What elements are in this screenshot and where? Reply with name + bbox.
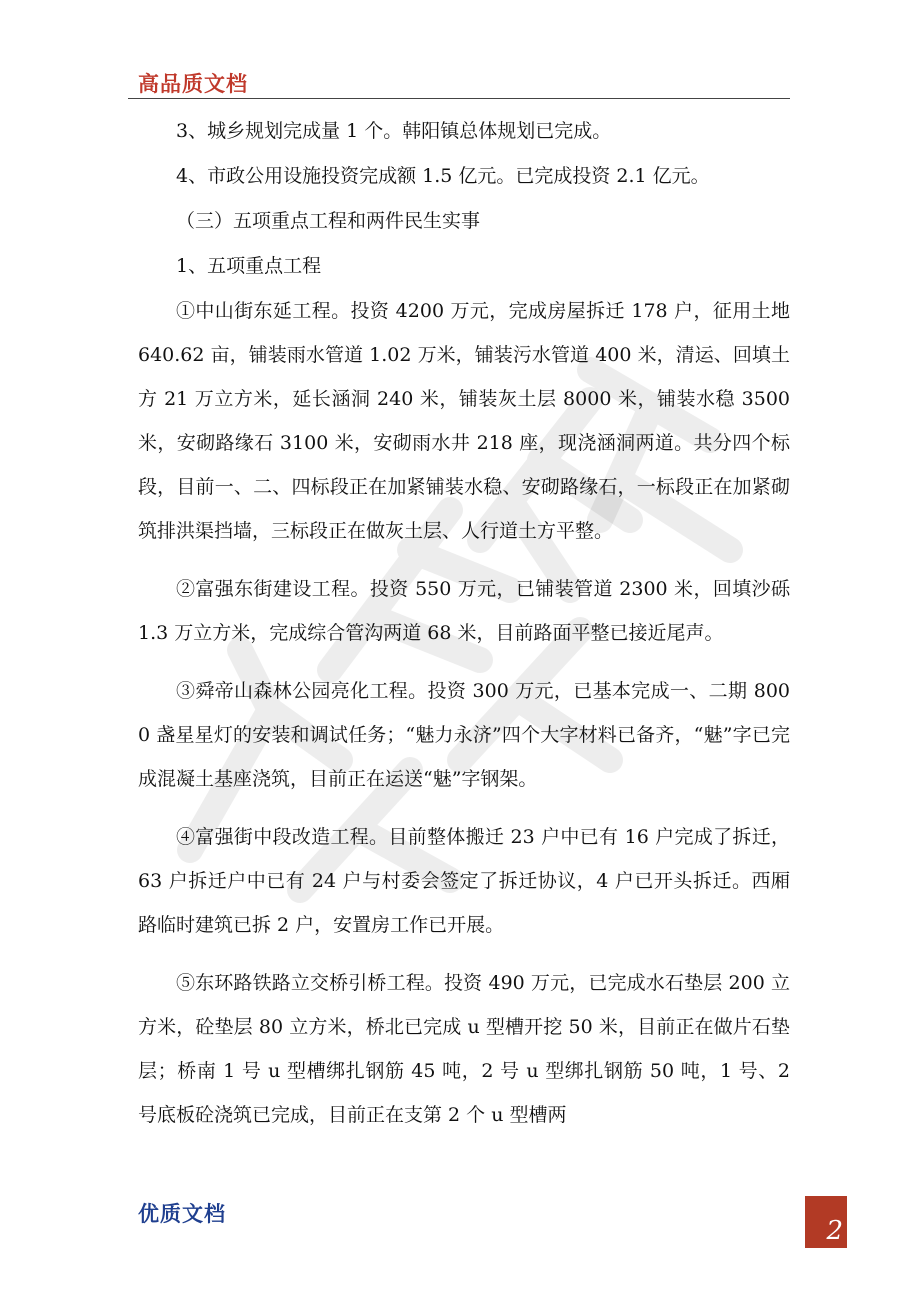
document-body	[138, 108, 790, 1137]
paragraph-project-4: ④富强街中段改造工程。目前整体搬迁 23 户中已有 16 户完成了拆迁，63 户拆迁户中已有 24 户与村委会签定了拆迁协议，4 户已开头拆迁。西厢路临时建筑已拆 2 户，安置房工作已开展。	[138, 826, 790, 936]
header-title: 高品质文档	[138, 72, 248, 96]
paragraph-project-3: ③舜帝山森林公园亮化工程。投资 300 万元，已基本完成一、二期 8000 盏星星灯的安装和调试任务；“魅力永济”四个大字材料已备齐，“魅”字已完成混凝土基座浇筑，目前正在运送“魅”字钢架。	[138, 680, 790, 790]
section-heading-key-projects: （三）五项重点工程和两件民生实事	[176, 210, 481, 232]
paragraph-project-1: ①中山街东延工程。投资 4200 万元，完成房屋拆迁 178 户，征用土地 640.62 亩，铺装雨水管道 1.02 万米，铺装污水管道 400 米，清运、回填土方 21 万立方米，延长涵洞 240 米，铺装灰土层 8000 米，铺装水稳 3500 米，安砌路缘石 3100 米，安砌雨水井 218 座，现浇涵洞两道。共分四个标段，目前一、二、四标段正在加紧铺装水稳、安砌路缘石，一标段正在加紧砌筑排洪渠挡墙，三标段正在做灰土层、人行道土方平整。	[138, 300, 790, 542]
paragraph-project-5: ⑤东环路铁路立交桥引桥工程。投资 490 万元，已完成水石垫层 200 立方米，砼垫层 80 立方米，桥北已完成 u 型槽开挖 50 米，目前正在做片石垫层；桥南 1 号 u 型槽绑扎钢筋 45 吨，2 号 u 型绑扎钢筋 50 吨，1 号、2 号底板砼浇筑已完成，目前正在支第 2 个 u 型槽两	[138, 972, 790, 1126]
subheading-five-projects: 1、五项重点工程	[176, 255, 322, 277]
paragraph-urban-planning: 3、城乡规划完成量 1 个。韩阳镇总体规划已完成。	[176, 120, 612, 142]
page-number: 2	[826, 1216, 843, 1246]
footer-title: 优质文档	[138, 1202, 226, 1226]
paragraph-project-2: ②富强东街建设工程。投资 550 万元，已铺装管道 2300 米，回填沙砾 1.3 万立方米，完成综合管沟两道 68 米，目前路面平整已接近尾声。	[138, 578, 790, 644]
paragraph-municipal-investment: 4、市政公用设施投资完成额 1.5 亿元。已完成投资 2.1 亿元。	[176, 165, 710, 187]
page-number-badge	[805, 1196, 847, 1248]
header-divider	[128, 98, 790, 99]
